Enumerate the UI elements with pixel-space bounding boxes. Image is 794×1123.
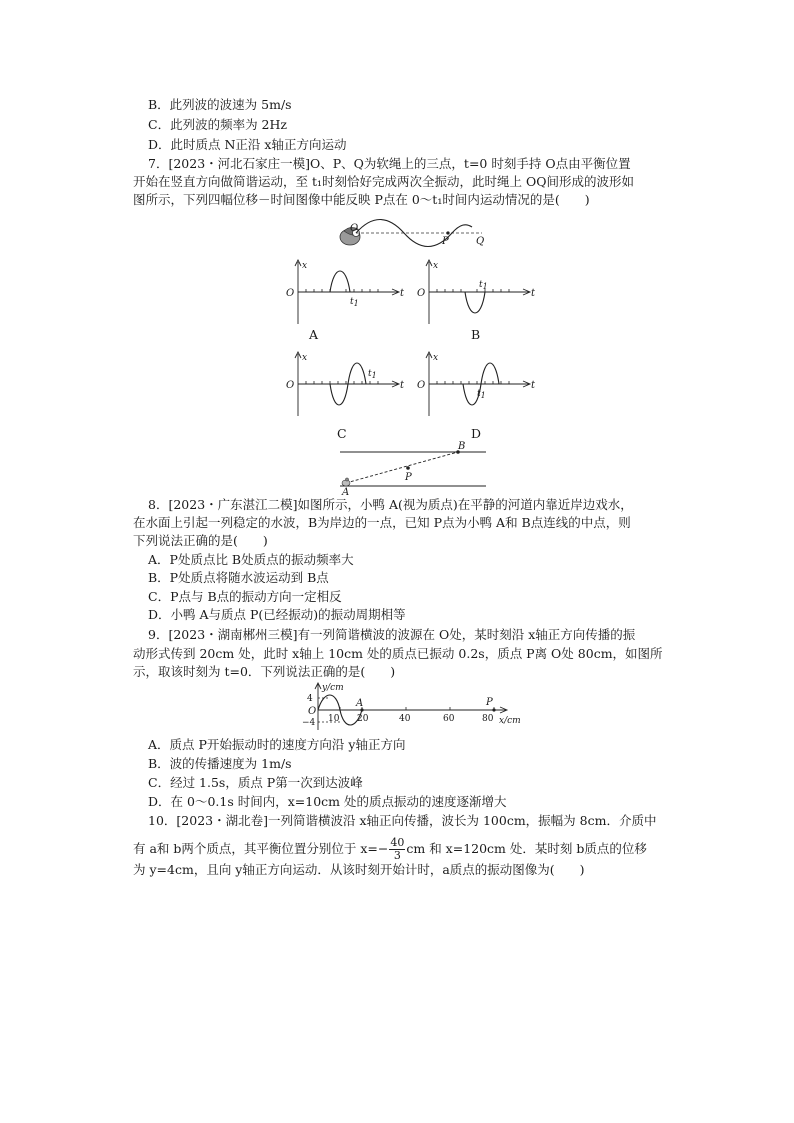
t1-sub: 1 [480, 391, 486, 400]
svg-text:t1 [479, 280, 488, 291]
origin-label: O [286, 380, 295, 391]
q9-stem-line-2: 动形式传到 20cm 处，此时 x轴上 10cm 处的质点已振动 0.2s，质点 P离 O处 80cm，如图所 [133, 646, 663, 661]
origin-label: O [308, 706, 317, 717]
q9-stem-line-1: 9．[2023・湖南郴州三模]有一列简谐横波的波源在 O处，某时刻沿 x轴正方向传播的振 [148, 627, 636, 642]
label-p: P [405, 472, 412, 483]
duck-icon [342, 478, 350, 486]
q9-option-a: A．质点 P开始振动时的速度方向沿 y轴正方向 [148, 737, 406, 752]
t1-sub: 1 [482, 282, 488, 291]
label-b: B [458, 441, 466, 452]
fraction-numerator: 40 [390, 836, 405, 849]
x-tick-40: 40 [399, 714, 411, 724]
q9-wave-figure [300, 680, 528, 732]
q7-stem-line-2: 开始在竖直方向做简谐运动，至 t₁时刻恰好完成两次全振动，此时绳上 OQ间形成的波形如 [133, 174, 634, 189]
x-tick-60: 60 [443, 714, 455, 724]
axis-x-label: x [433, 353, 439, 363]
q9-option-b: B．波的传播速度为 1m/s [148, 756, 292, 771]
q8-stem-line-2: 在水面上引起一列稳定的水波，B为岸边的一点，已知 P点为小鸭 A和 B点连线的中点，则 [133, 515, 631, 530]
q7-graph-c [284, 350, 412, 422]
q10-stem-line-1: 10．[2023・湖北卷]一列简谐横波沿 x轴正向传播，波长为 100cm，振幅为 8cm．介质中 [148, 813, 657, 828]
fraction [389, 837, 405, 862]
svg-text:t1 [350, 297, 359, 308]
q7-graph-d [415, 350, 543, 422]
q10-stem-line-3: 为 y=4cm，且向 y轴正方向运动．从该时刻开始计时，a质点的振动图像为( ) [133, 862, 585, 877]
q9-option-d: D．在 0～0.1s 时间内，x=10cm 处的质点振动的速度逐渐增大 [148, 794, 507, 809]
q6-option-b: B．此列波的波速为 5m/s [148, 97, 292, 112]
graph-caption-a: A [309, 327, 319, 342]
axis-x-label: x [433, 261, 439, 271]
axis-t-label: t [400, 288, 405, 299]
q9-stem-line-3: 示，取该时刻为 t=0．下列说法正确的是( ) [133, 664, 396, 679]
q7-rope-wave-figure [336, 213, 496, 255]
axis-x-label: x [302, 353, 308, 363]
q7-graph-a [284, 258, 412, 330]
x-tick-80: 80 [482, 714, 494, 724]
label-q: Q [476, 236, 485, 247]
svg-text:t1 [368, 369, 377, 380]
graph-caption-d: D [471, 426, 482, 441]
q8-option-b: B．P处质点将随水波运动到 B点 [148, 570, 329, 585]
q10-line2-before: 有 a和 b两个质点，其平衡位置分别位于 x=− [133, 841, 389, 856]
axis-t-label: t [400, 380, 405, 391]
point-p-label: P [486, 697, 493, 708]
q8-option-a: A．P处质点比 B处质点的振动频率大 [148, 552, 354, 567]
origin-label: O [286, 288, 295, 299]
x-tick-20: 20 [357, 714, 369, 724]
graph-caption-b: B [471, 327, 481, 342]
point-a-label: A [356, 698, 364, 709]
origin-label: O [417, 288, 426, 299]
t1-label: t [350, 297, 354, 307]
q7-graph-b [415, 258, 543, 330]
x-tick-10: 10 [328, 714, 340, 724]
y-tick-neg4: −4 [302, 718, 316, 728]
q8-option-d: D．小鸭 A与质点 P(已经振动)的振动周期相等 [148, 607, 406, 622]
t1-sub: 1 [371, 371, 377, 380]
t1-label: t [479, 280, 483, 290]
q10-stem-line-2 [133, 837, 647, 862]
q8-stem-line-1: 8．[2023・广东湛江二模]如图所示，小鸭 A(视为质点)在平静的河道内靠近岸边戏水， [148, 497, 633, 512]
axis-t-label: t [531, 380, 536, 391]
ab-dashed-line [346, 452, 458, 483]
q8-option-c: C．P点与 B点的振动方向一定相反 [148, 589, 342, 604]
t1-label: t [368, 369, 372, 379]
q8-river-figure [336, 440, 492, 496]
curve-b [465, 292, 485, 313]
q9-option-c: C．经过 1.5s，质点 P第一次到达波峰 [148, 775, 363, 790]
q10-line2-after: cm 和 x=120cm 处．某时刻 b质点的位移 [406, 841, 647, 856]
q7-stem-line-1: 7．[2023・河北石家庄一模]O、P、Q为软绳上的三点，t=0 时刻手持 O点由平衡位置 [148, 156, 631, 171]
q8-stem-line-3: 下列说法正确的是( ) [133, 533, 268, 548]
svg-text:t1 [477, 389, 486, 400]
x-axis-label: x/cm [499, 716, 521, 726]
label-a: A [342, 487, 350, 496]
q6-option-d: D．此时质点 N正沿 x轴正方向运动 [148, 137, 347, 152]
t1-label: t [477, 389, 481, 399]
curve-a [330, 271, 350, 292]
label-p: P [442, 236, 449, 247]
label-o: O [350, 223, 359, 234]
q6-option-c: C．此列波的频率为 2Hz [148, 117, 287, 132]
fraction-denominator: 3 [393, 849, 401, 862]
graph-caption-c: C [337, 426, 347, 441]
t1-sub: 1 [353, 299, 359, 308]
y-tick-4: 4 [307, 694, 313, 704]
y-axis-label: y/cm [322, 683, 344, 693]
origin-label: O [417, 380, 426, 391]
axis-x-label: x [302, 261, 308, 271]
q7-stem-line-3: 图所示，下列四幅位移－时间图像中能反映 P点在 0～t₁时间内运动情况的是( ) [133, 192, 590, 207]
axis-t-label: t [531, 288, 536, 299]
